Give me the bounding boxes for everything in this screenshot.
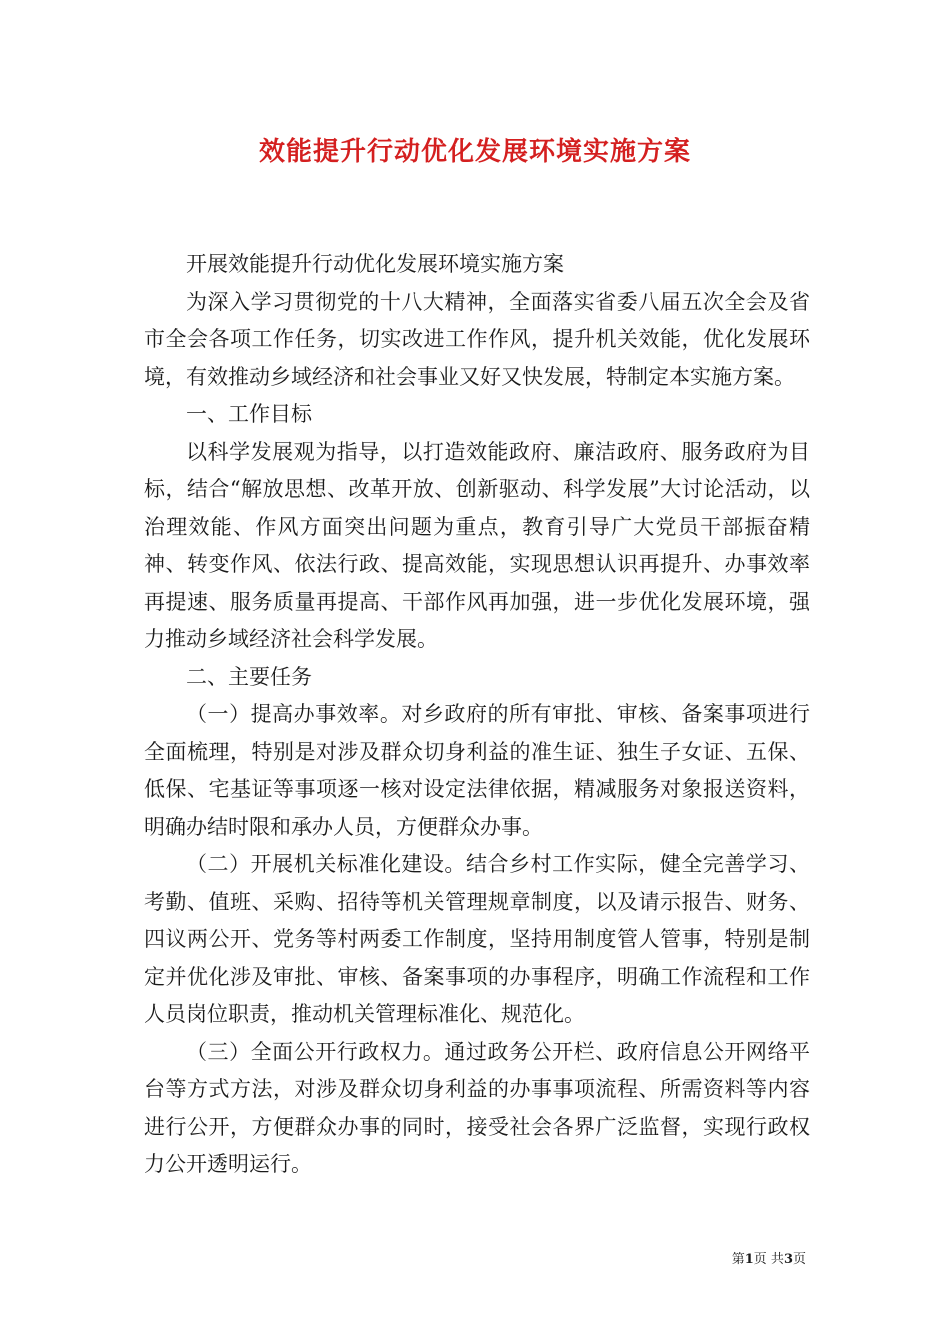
footer-middle: 页 共 [753,1252,784,1267]
paragraph-task-1: （一）提高办事效率。对乡政府的所有审批、审核、备案事项进行全面梳理，特别是对涉及群众切身利益的准生证、独生子女证、五保、低保、宅基证等事项逐一核对设定法律依据，精减服务对象报送资料，明确办结时限和承办人员，方便群众办事。 [144,702,810,839]
document-body [144,246,810,1184]
paragraph-subtitle: 开展效能提升行动优化发展环境实施方案 [186,252,564,276]
paragraph-goals: 以科学发展观为指导，以打造效能政府、廉洁政府、服务政府为目标，结合“解放思想、改革开放、创新驱动、科学发展”大讨论活动，以治理效能、作风方面突出问题为重点，教育引导广大党员干部振奋精神、转变作风、依法行政、提高效能，实现思想认识再提升、办事效率再提速、服务质量再提高、干部作风再加强，进一步优化发展环境，强力推动乡域经济社会科学发展。 [144,439,810,651]
paragraph-preamble: 为深入学习贯彻党的十八大精神，全面落实省委八届五次全会及省市全会各项工作任务，切实改进工作作风，提升机关效能，优化发展环境，有效推动乡域经济和社会事业又好又快发展，特制定本实施方案。 [144,289,810,389]
paragraph-task-2: （二）开展机关标准化建设。结合乡村工作实际，健全完善学习、考勤、值班、采购、招待等机关管理规章制度，以及请示报告、财务、四议两公开、党务等村两委工作制度，坚持用制度管人管事，特别是制定并优化涉及审批、审核、备案事项的办事程序，明确工作流程和工作人员岗位职责，推动机关管理标准化、规范化。 [144,852,810,1026]
footer-total-pages: 3 [783,1252,793,1267]
section-heading-tasks: 二、主要任务 [186,664,312,689]
footer-prefix: 第 [731,1252,745,1267]
paragraph-task-3: （三）全面公开行政权力。通过政务公开栏、政府信息公开网络平台等方式方法，对涉及群众切身利益的办事事项流程、所需资料等内容进行公开，方便群众办事的同时，接受社会各界广泛监督，实现行政权力公开透明运行。 [144,1039,810,1176]
footer-current-page: 1 [744,1252,754,1267]
footer-suffix: 页 [792,1252,806,1267]
document-title: 效能提升行动优化发展环境实施方案 [258,137,691,167]
section-heading-goals: 一、工作目标 [186,402,312,426]
page-number-footer [0,1248,806,1267]
